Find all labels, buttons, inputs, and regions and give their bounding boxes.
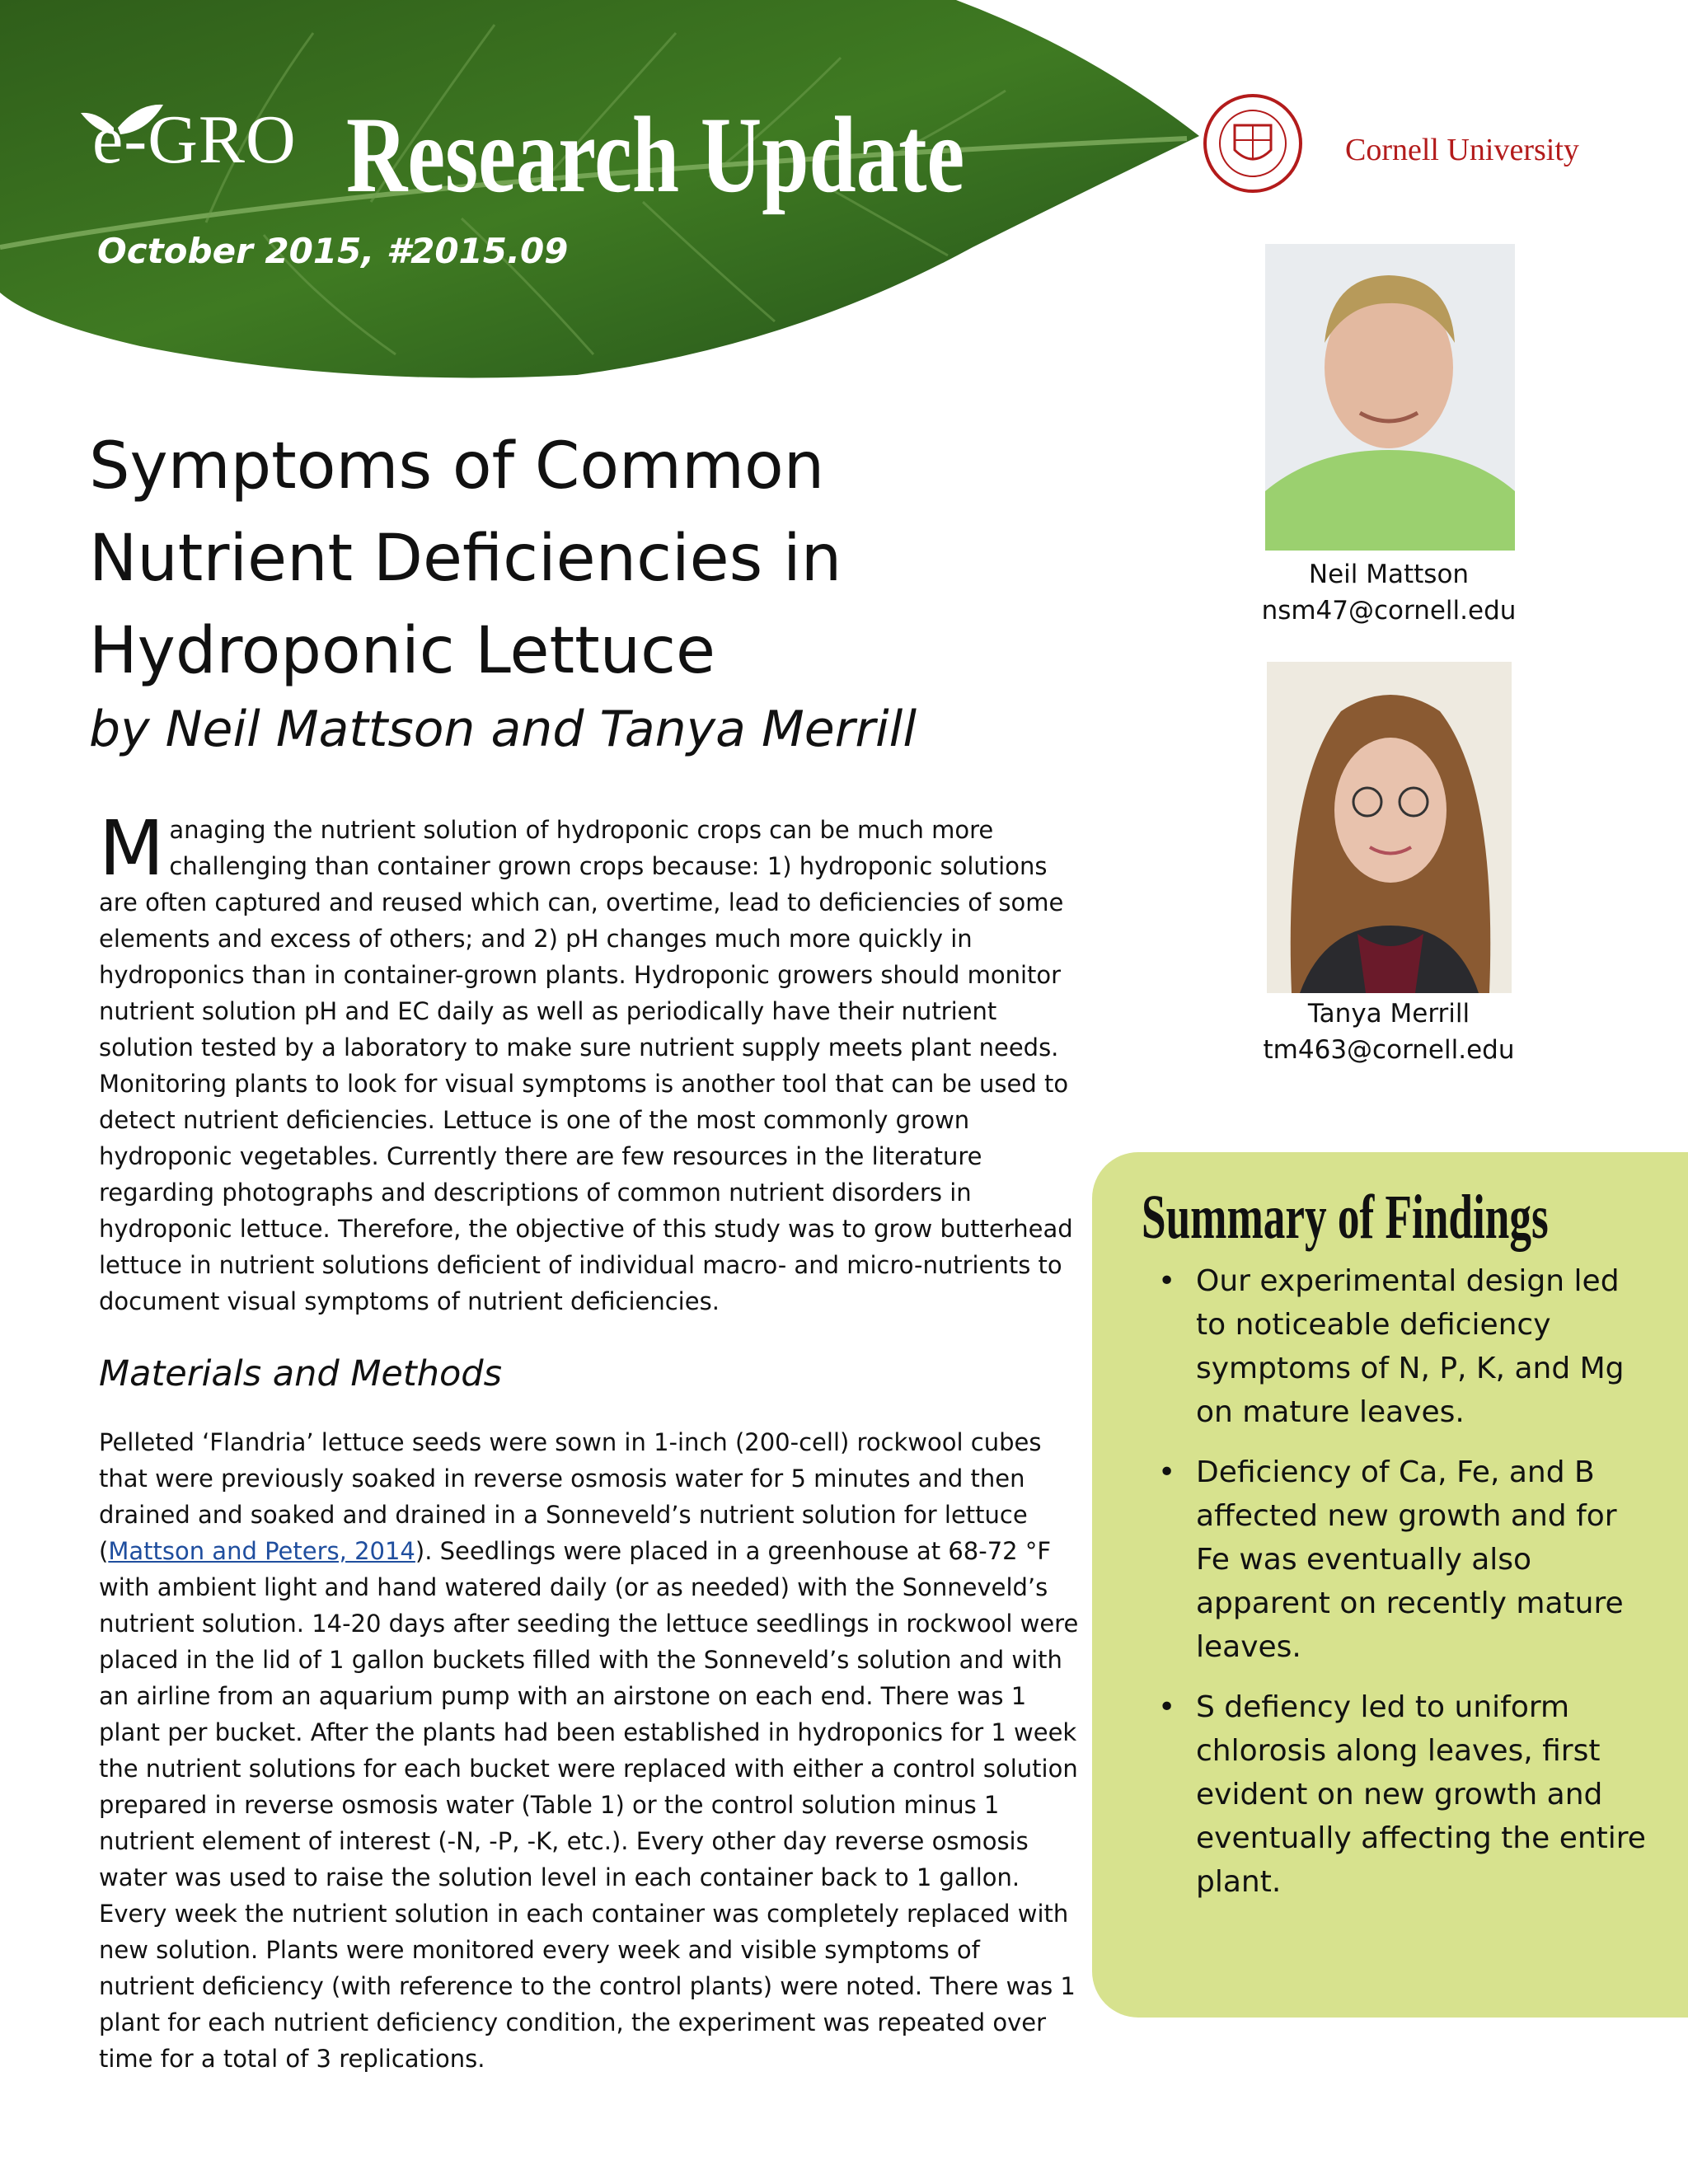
author-name: Neil Mattson [1308,560,1470,589]
issue-label: October 2015, #2015.09 [97,231,569,271]
findings-list [1142,1259,1653,1920]
author-name: Tanya Merrill [1307,999,1470,1029]
finding-item [1142,1685,1653,1904]
intro-text: anaging the nutrient solution of hydroponic crops can be much more challenging than container grown crops because: 1) hydroponic solutions are often captured and reused which can, overtime, lead to deficiencies of some elements and excess of others; and 2) pH changes much more quickly in hydroponics than in container-grown plants. Hydroponic growers should monitor nutrient solution pH and EC daily as well as periodically have their nutrient solution tested by a laboratory to make sure nutrient supply meets plant needs. Monitoring plants to look for visual symptoms is another tool that can be used to detect nutrient deficiencies. Lettuce is one of the most commonly grown hydroponic vegetables. Currently there are few resources in the literature regarding photographs and descriptions of common nutrient disorders in hydroponic lettuce. Therefore, the objective of this study was to grow butterhead lettuce in nutrient solutions deficient of individual macro- and micro-nutrients to document visual symptoms of nutrient deficiencies. [99,816,1073,1315]
title-line: Hydroponic Lettuce [89,614,715,688]
finding-item [1142,1259,1653,1434]
finding-text: Deficiency of Ca, Fe, and B affected new growth and for Fe was eventually also apparent on recently mature leaves. [1196,1455,1624,1664]
bullet-icon: • [1158,1455,1176,1489]
author-email[interactable]: nsm47@cornell.edu [1261,596,1517,626]
article-byline: by Neil Mattson and Tanya Merrill [89,701,917,758]
title-line: Nutrient Deficiencies in [89,522,842,596]
methods-paragraph [99,1424,1080,2077]
title-line: Symptoms of Common [89,429,825,504]
author-caption-neil [1249,556,1529,629]
intro-paragraph [99,804,1080,1319]
bullet-icon: • [1158,1264,1176,1298]
author-photo-tanya [1267,662,1512,993]
author-caption-tanya [1249,996,1529,1068]
bullet-icon: • [1158,1690,1176,1724]
finding-item [1142,1451,1653,1669]
methods-heading: Materials and Methods [99,1353,502,1394]
methods-text: Pelleted ‘Flandria’ lettuce seeds were sown in 1-inch (200-cell) rockwool cubes that were previously soaked in reverse osmosis water for 5 minutes and then drained and soaked and drained in a Sonneveld’s nutrient solution for lettuce ( [99,1428,1042,1565]
author-photo-neil [1265,244,1515,551]
research-update-title: Research Update [346,94,965,215]
cornell-wordmark: Cornell University [1345,133,1579,167]
citation-link[interactable]: Mattson and Peters, 2014 [108,1537,415,1565]
finding-text: S defiency led to uniform chlorosis along leaves, first evident on new growth and eventually affecting the entire plant. [1196,1690,1646,1899]
drop-cap: M [99,804,165,893]
article-title [89,420,996,697]
summary-title: Summary of Findings [1142,1183,1549,1252]
egro-logo-text: e-GRO [92,101,297,178]
summary-box [1092,1152,1688,2018]
methods-text: ). Seedlings were placed in a greenhouse at 68-72 °F with ambient light and hand watered daily (or as needed) with the Sonneveld’s nutrient solution. 14-20 days after seeding the lettuce seedlings in rockwool were placed in the lid of 1 gallon buckets filled with the Sonneveld’s solution and with an airline from an aquarium pump with an airstone on each end. There was 1 plant per bucket. After the plants had been established in hydroponics for 1 week the nutrient solutions for each bucket were replaced with either a control solution prepared in reverse osmosis water (Table 1) or the control solution minus 1 nutrient element of interest (-N, -P, -K, etc.). Every other day reverse osmosis water was used to raise the solution level in each container back to 1 gallon. Every week the nutrient solution in each container was completely replaced with new solution. Plants were monitored every week and visible symptoms of nutrient deficiency (with reference to the control plants) were noted. There was 1 plant for each nutrient deficiency condition, the experiment was repeated over time for a total of 3 replications. [99,1537,1079,2073]
finding-text: Our experimental design led to noticeable deficiency symptoms of N, P, K, and Mg on mature leaves. [1196,1264,1625,1429]
cornell-seal-icon [1202,92,1304,194]
author-email[interactable]: tm463@cornell.edu [1263,1035,1515,1065]
